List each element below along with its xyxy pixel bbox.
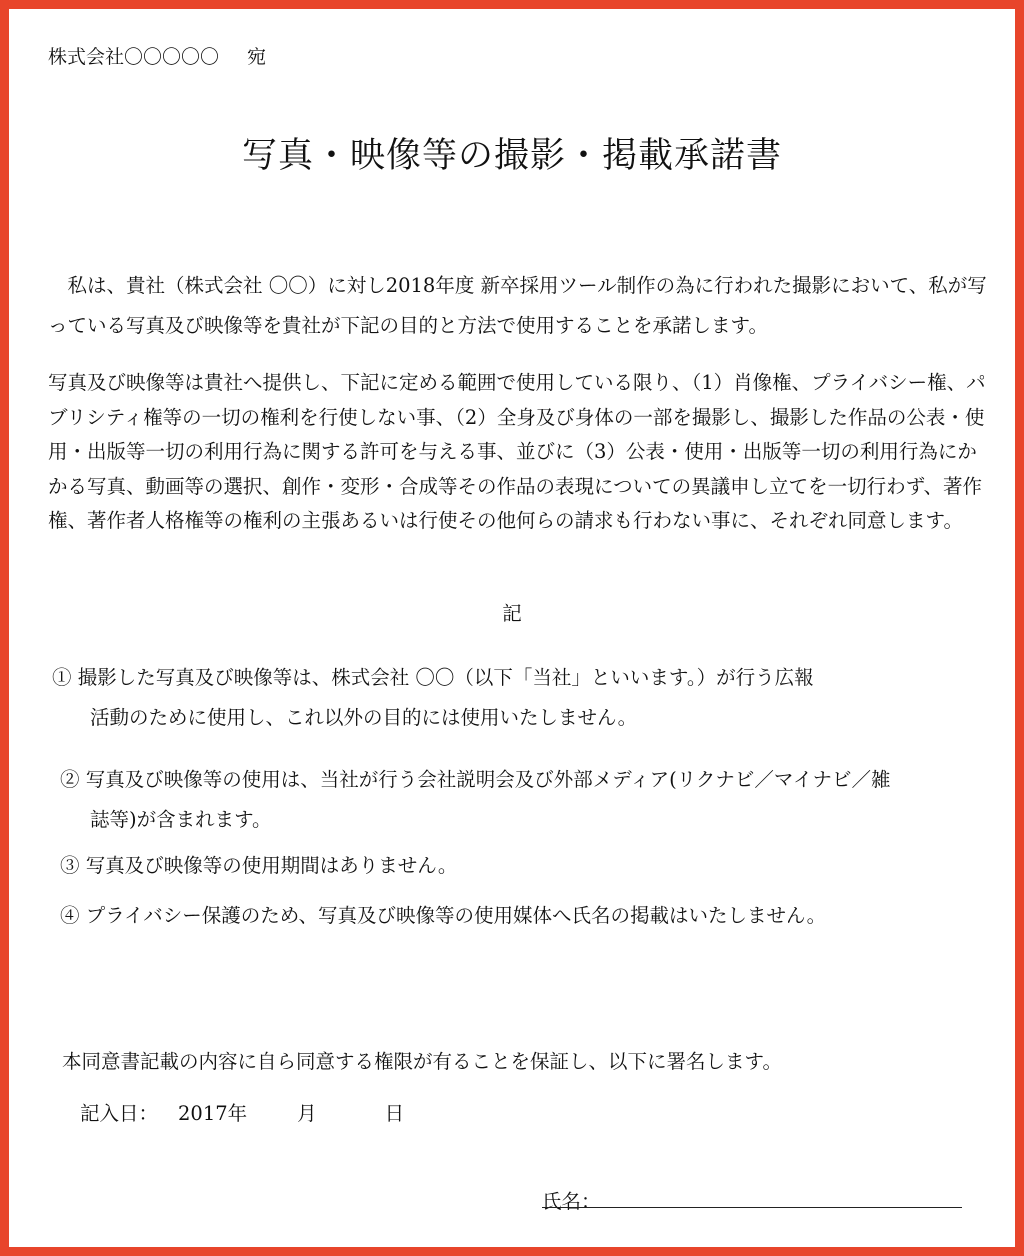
date-day: 日	[384, 1102, 405, 1125]
rights-paragraph	[48, 366, 988, 539]
list-item	[60, 850, 990, 878]
item-2-line-1: ② 写真及び映像等の使用は、当社が行う会社説明会及び外部メディア(リクナビ／マイナビ／雑	[60, 768, 891, 791]
entry-date	[80, 1098, 404, 1126]
date-month: 月	[297, 1102, 317, 1125]
assurance-statement: 本同意書記載の内容に自ら同意する権限が有ることを保証し、以下に署名します。	[62, 1050, 782, 1073]
addressee-company: 株式会社〇〇〇〇〇	[48, 46, 220, 68]
list-item	[60, 764, 990, 832]
ki-heading: 記	[502, 602, 522, 625]
addressee	[48, 42, 266, 69]
item-3-line-1: ③ 写真及び映像等の使用期間はありません。	[60, 854, 458, 877]
list-item	[60, 900, 990, 928]
signature-line[interactable]	[542, 1207, 962, 1208]
document-title: 写真・映像等の撮影・掲載承諾書	[241, 136, 782, 176]
intro-text: 私は、貴社（株式会社 〇〇）に対し2018年度 新卒採用ツール制作の為に行われた撮影において、私が写っている写真及び映像等を貴社が下記の目的と方法で使用することを承諾します。	[48, 274, 987, 337]
item-1-line-1: ① 撮影した写真及び映像等は、株式会社 〇〇（以下「当社」といいます。）が行う広報	[52, 666, 814, 689]
item-2-line-2: 誌等)が含まれます。	[90, 808, 272, 831]
addressee-suffix: 宛	[247, 46, 267, 68]
date-year: 2017年	[178, 1102, 248, 1125]
list-item	[52, 662, 982, 730]
item-4-line-1: ④ プライバシー保護のため、写真及び映像等の使用媒体へ氏名の掲載はいたしません。	[60, 904, 827, 927]
rights-text: 写真及び映像等は貴社へ提供し、下記に定める範囲で使用している限り、（1）肖像権、プライバシー権、パブリシティ権等の一切の権利を行使しない事、（2）全身及び身体の一部を撮影し、撮影した作品の公表・使用・出版等一切の利用行為に関する許可を与える事、並びに（3）公表・使用・出版等一切の利用行為にかかる写真、動画等の選択、創作・変形・合成等その作品の表現についての異議申し立てを一切行わず、著作権、著作者人格権等の権利の主張あるいは行使その他何らの請求も行わない事に、それぞれ同意します。	[48, 371, 986, 532]
intro-paragraph	[48, 266, 988, 346]
signature-label: 氏名：	[542, 1190, 601, 1213]
date-label: 記入日：	[80, 1102, 159, 1125]
item-1-line-2: 活動のために使用し、これ以外の目的には使用いたしません。	[90, 706, 638, 729]
